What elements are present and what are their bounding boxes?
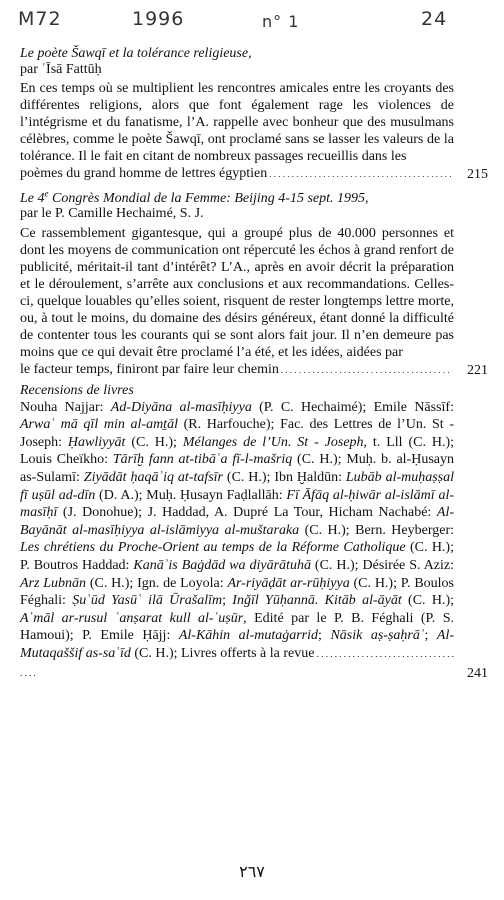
entry-last-line (20, 165, 454, 183)
entry-author: par le P. Camille Hechaimé, S. J. (20, 206, 204, 222)
entry-author: par ʿĪsā Fattūḥ (20, 61, 102, 77)
review-text: ; (424, 628, 437, 644)
review-text: (C. H.); Ign. de Loyola: (86, 575, 228, 591)
entry-page-number: 215 (467, 167, 488, 182)
reviews-heading: Recensions de livres (20, 382, 134, 398)
review-book-title: Aʿmāl ar-rusul ʿanṣarat kull al-ʿuṣūr (20, 610, 244, 626)
review-text: (C. H.); Livres offerts à la revue (130, 645, 315, 661)
reviews-text (20, 399, 454, 683)
leader-dots (281, 361, 452, 379)
review-text: (C. H.); Muḥ. b. al-Ḥusayn as-Sulamī: (20, 452, 454, 486)
review-book-title: Ṣuʿūd Yasūʿ ilā Ūrašalīm (72, 593, 223, 609)
handwritten-note: M72 (18, 8, 62, 30)
entry-last-line-text: poèmes du grand homme de lettres égyptien (20, 166, 268, 181)
leader-dots (269, 165, 452, 183)
review-book-title: Inǧīl Yūḥannā. Kitāb al-āyāt (232, 593, 402, 609)
entry-title (20, 46, 488, 77)
entry-title (20, 186, 488, 222)
review-text: , t. Lll (C. H.); Louis Cheïkho: (20, 434, 455, 468)
review-text: (J. Donohue); J. Haddad, A. Dupré La Tour, Hicham Nachabé: (57, 505, 437, 521)
review-text: (C. H.); P. Boulos Féghali: (20, 575, 454, 609)
reviews-section (20, 383, 488, 683)
entry-summary-text: Ce rassemblement gigantesque, qui a groupé plus de 40.000 personnes et dont les moyens de communication ont répercuté les échos à grand renfort de publicité, méritait-il tant d’intérêt? L’A., après en avoir décrit la préparation et le déroulement, s’arrête aux conclusions et aux recommandations. Celles-ci, quelque louables qu’elles soient, risquent de rester longtemps lettre morte, ou, à tout le moins, du domaine des désirs généreux, étant donné la difficulté de contenter tous les courants qui se sont alors fait jour. Il n’en demeure pas moins que ce qui devait être proclamé l’a été, et les idées, aidées par (20, 225, 454, 360)
review-text: (C. H.); Ibn Ḫaldūn: (223, 470, 346, 486)
review-book-title: Ar-riyāḍāt ar-rūḥiyya (227, 575, 350, 591)
entry-last-line (20, 361, 454, 379)
entry-page-number: 221 (467, 362, 488, 378)
review-book-title: Al-Mutaqaššif as-saʿīd (20, 628, 455, 661)
review-book-title: Al-Kāhin al-mutaġarrid (178, 628, 319, 644)
review-book-title: Ḥawliyyāt (67, 434, 126, 450)
review-text: , Edité par le P. B. Féghali (P. S. Hamoui); P. Emile Ḥājj: (20, 610, 454, 644)
review-text: (D. A.); Muḥ. Ḥusayn Faḍlallāh: (95, 487, 287, 503)
review-book-title: Nāsik aṣ-ṣaḥrāʾ (330, 628, 425, 644)
review-text: (C. H.); P. Boutros Haddad: (20, 540, 454, 573)
reviews-page-number: 241 (467, 666, 488, 682)
page-number: ٢٦٧ (239, 864, 265, 881)
review-book-title: Fī Āfāq al-ḥiwār al-islāmī al-masīḥī (20, 487, 454, 521)
entry-summary (20, 225, 488, 379)
review-book-title: Kanāʾis Baġdād wa diyārātuhā (133, 558, 311, 573)
review-text: ; (318, 628, 331, 644)
entry-summary-text: En ces temps où se multiplient les rencontres amicales entre les croyants des différentes religions, alors que font également rage les violences de l’intégrisme et du fanatisme, l’A. rappelle avec bonheur que des musulmans célèbres, comme le poète Šawqī, ont proclamé sans se lasser les valeurs de la tolérance. Il le fait en citant de nombreux passages recueillis dans les (20, 81, 454, 164)
review-book-title: Arz Lubnān (20, 575, 87, 591)
table-of-contents (20, 46, 488, 682)
review-book-title: Arwaʿ mā qīl min al-amṯāl (20, 417, 178, 433)
review-book-title: Les chrétiens du Proche-Orient au temps de la Réforme Catholique (20, 540, 406, 556)
handwritten-issue: n° 1 (262, 12, 300, 31)
review-text: ; (222, 593, 233, 609)
review-book-title: Tārīḫ fann at-tibāʿa fī-l-mašriq (112, 452, 293, 468)
leader-dots: . . . . . . . . . . . . . . . . . . . . . . . . . . . . . . . . . . . (20, 648, 455, 678)
reviews-block (20, 399, 488, 683)
review-text: (R. Harfouche); Fac. des Lettres de l’Un. St - Joseph: (20, 417, 454, 450)
review-text: (C. H.); (125, 434, 183, 450)
toc-entry (20, 186, 488, 379)
handwritten-number: 24 (421, 8, 448, 30)
entry-title-text: Le 4e Congrès Mondial de la Femme: Beijing 4-15 sept. 1995, (20, 188, 369, 206)
review-book-title: Al-Bayānāt al-masīḥiyya al-islāmiyya al-muštaraka (20, 505, 454, 538)
toc-entry (20, 46, 488, 183)
review-book-title: Lubāb al-muḥaṣṣal fī uṣūl ad-dīn (20, 470, 455, 503)
entry-title-text: Le poète Šawqī et la tolérance religieuse, (20, 46, 252, 61)
review-text: (C. H.); Désirée S. Aziz: (310, 558, 455, 573)
entry-summary (20, 80, 488, 183)
review-book-title: Ziyādāt ḥaqāʾiq at-tafsīr (83, 470, 224, 486)
review-book-title: Mélanges de l’Un. St - Joseph (182, 434, 364, 450)
review-text: (C. H.); (401, 593, 455, 609)
entry-last-line-text: le facteur temps, finiront par faire leur chemin (20, 361, 279, 377)
review-text: (C. H.); Bern. Heyberger: (299, 522, 454, 538)
review-text: Nouha Najjar: (20, 399, 111, 415)
handwritten-year: 1996 (132, 8, 185, 30)
review-text: (P. C. Hechaimé); Emile Nāssīf: (251, 399, 454, 415)
review-book-title: Ad-Diyāna al-masīḥiyya (110, 399, 252, 415)
